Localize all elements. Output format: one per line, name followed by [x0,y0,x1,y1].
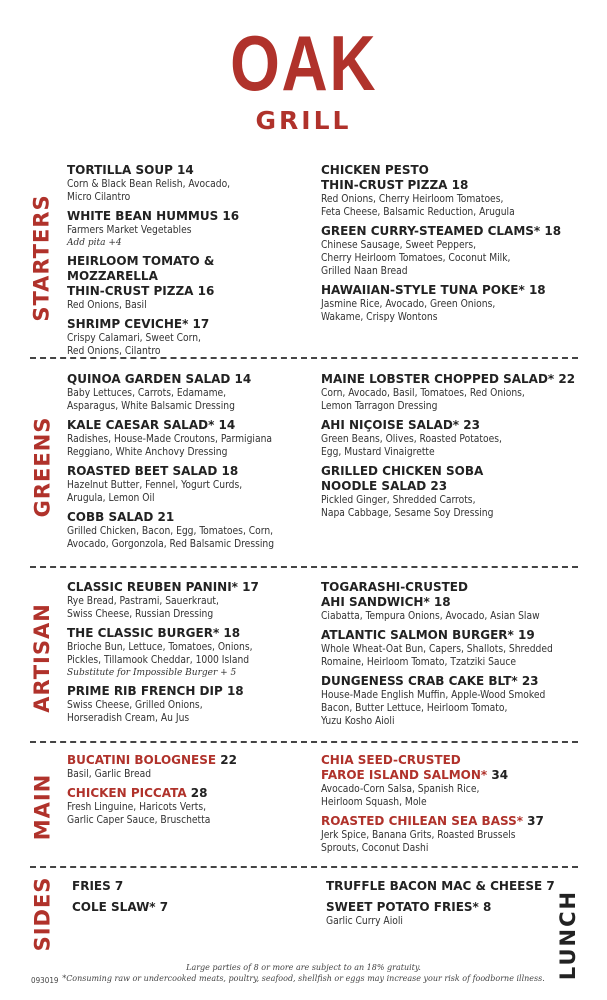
menu-item: HAWAIIAN-STYLE TUNA POKE* 18 Jasmine Rice, Avocado, Green Onions, Wakame, Crispy Wontons [321,283,546,323]
menu-item: KALE CAESAR SALAD* 14 Radishes, House-Made Croutons, Parmigiana Reggiano, White Anchovy Dressing [67,418,272,458]
menu-item: QUINOA GARDEN SALAD 14 Baby Lettuces, Carrots, Edamame, Asparagus, White Balsamic Dressing [67,372,252,412]
section-label-starters: STARTERS [30,194,55,322]
section-label-main: MAIN [30,773,55,841]
greens-right-column [321,372,583,525]
menu-item: AHI NIÇOISE SALAD* 23 Green Beans, Olives, Roasted Potatoes, Egg, Mustard Vinaigrette [321,418,502,458]
menu-item: BUCATINI BOLOGNESE 22 Basil, Garlic Bread [67,753,237,780]
artisan-left-column [67,580,303,730]
sides-left-column [72,879,308,920]
menu-item: THE CLASSIC BURGER* 18 Brioche Bun, Lettuce, Tomatoes, Onions, Pickles, Tillamook Cheddar, 1000 Island Substitute for Impossible Burger + 5 [67,626,253,678]
section-artisan [0,580,607,735]
menu-item: FRIES 7 [72,879,124,893]
section-main [0,753,607,861]
menu-item: CHIA SEED-CRUSTED FAROE ISLAND SALMON* 34 Avocado-Corn Salsa, Spanish Rice, Heirloom Squash, Mole [321,753,509,808]
footer-notes [0,962,607,984]
menu-item: ATLANTIC SALMON BURGER* 19 Whole Wheat-Oat Bun, Capers, Shallots, Shredded Romaine, Heirloom Tomato, Tzatziki Sauce [321,628,553,668]
gratuity-note: Large parties of 8 or more are subject to an 18% gratuity. [186,963,421,972]
menu-item: GRILLED CHICKEN SOBA NOODLE SALAD 23 Pickled Ginger, Shredded Carrots, Napa Cabbage, Sesame Soy Dressing [321,464,494,519]
starters-left-column [67,163,303,363]
menu-item: TRUFFLE BACON MAC & CHEESE 7 [326,879,555,893]
menu-item: HEIRLOOM TOMATO & MOZZARELLA THIN-CRUST PIZZA 16 Red Onions, Basil [67,254,215,311]
logo-oak: OAK [229,19,378,107]
menu-item: GREEN CURRY-STEAMED CLAMS* 18 Chinese Sausage, Sweet Peppers, Cherry Heirloom Tomatoes, Coconut Milk, Grilled Naan Bread [321,224,562,277]
section-starters [0,163,607,357]
menu-item: CHICKEN PICCATA 28 Fresh Linguine, Haricots Verts, Garlic Caper Sauce, Bruschetta [67,786,211,826]
section-divider [30,357,578,359]
menu-item: ROASTED CHILEAN SEA BASS* 37 Jerk Spice, Banana Grits, Roasted Brussels Sprouts, Coconut Dashi [321,814,544,854]
menu-item: PRIME RIB FRENCH DIP 18 Swiss Cheese, Grilled Onions, Horseradish Cream, Au Jus [67,684,244,724]
menu-item: TORTILLA SOUP 14 Corn & Black Bean Relish, Avocado, Micro Cilantro [67,163,231,203]
menu-item: MAINE LOBSTER CHOPPED SALAD* 22 Corn, Avocado, Basil, Tomatoes, Red Onions, Lemon Tarragon Dressing [321,372,576,412]
artisan-right-column [321,580,583,733]
menu-item: WHITE BEAN HUMMUS 16 Farmers Market Vegetables Add pita +4 [67,209,240,248]
main-left-column [67,753,303,832]
menu-item: TOGARASHI-CRUSTED AHI SANDWICH* 18 Ciabatta, Tempura Onions, Avocado, Asian Slaw [321,580,540,622]
section-divider [30,741,578,743]
logo-grill: GRILL [255,106,352,135]
section-greens [0,372,607,562]
menu-type-label: LUNCH [556,889,580,981]
starters-right-column [321,163,583,329]
menu-item: COBB SALAD 21 Grilled Chicken, Bacon, Egg, Tomatoes, Corn, Avocado, Gorgonzola, Red Balsamic Dressing [67,510,275,550]
section-divider [30,866,578,868]
menu-item: COLE SLAW* 7 [72,900,169,914]
menu-item: ROASTED BEET SALAD 18 Hazelnut Butter, Fennel, Yogurt Curds, Arugula, Lemon Oil [67,464,243,504]
section-label-greens: GREENS [30,416,54,518]
menu-item: CHICKEN PESTO THIN-CRUST PIZZA 18 Red Onions, Cherry Heirloom Tomatoes, Feta Cheese, Balsamic Reduction, Arugula [321,163,515,218]
menu-code: 093019 [31,976,59,985]
menu-item: SHRIMP CEVICHE* 17 Crispy Calamari, Sweet Corn, Red Onions, Cilantro [67,317,210,357]
section-sides [0,876,607,952]
greens-left-column [67,372,303,556]
main-right-column [321,753,583,860]
section-label-artisan: ARTISAN [30,602,55,713]
menu-item: SWEET POTATO FRIES* 8 Garlic Curry Aioli [326,900,492,927]
menu-item: CLASSIC REUBEN PANINI* 17 Rye Bread, Pastrami, Sauerkraut, Swiss Cheese, Russian Dressing [67,580,259,620]
menu-item: DUNGENESS CRAB CAKE BLT* 23 House-Made English Muffin, Apple-Wood Smoked Bacon, Butter Lettuce, Heirloom Tomato, Yuzu Kosho Aioli [321,674,546,727]
restaurant-logo [0,19,607,135]
section-label-sides: SIDES [30,876,54,952]
consumption-warning: *Consuming raw or undercooked meats, poultry, seafood, shellfish or eggs may increase your risk of foodborne illness. [62,974,545,983]
section-divider [30,566,578,568]
